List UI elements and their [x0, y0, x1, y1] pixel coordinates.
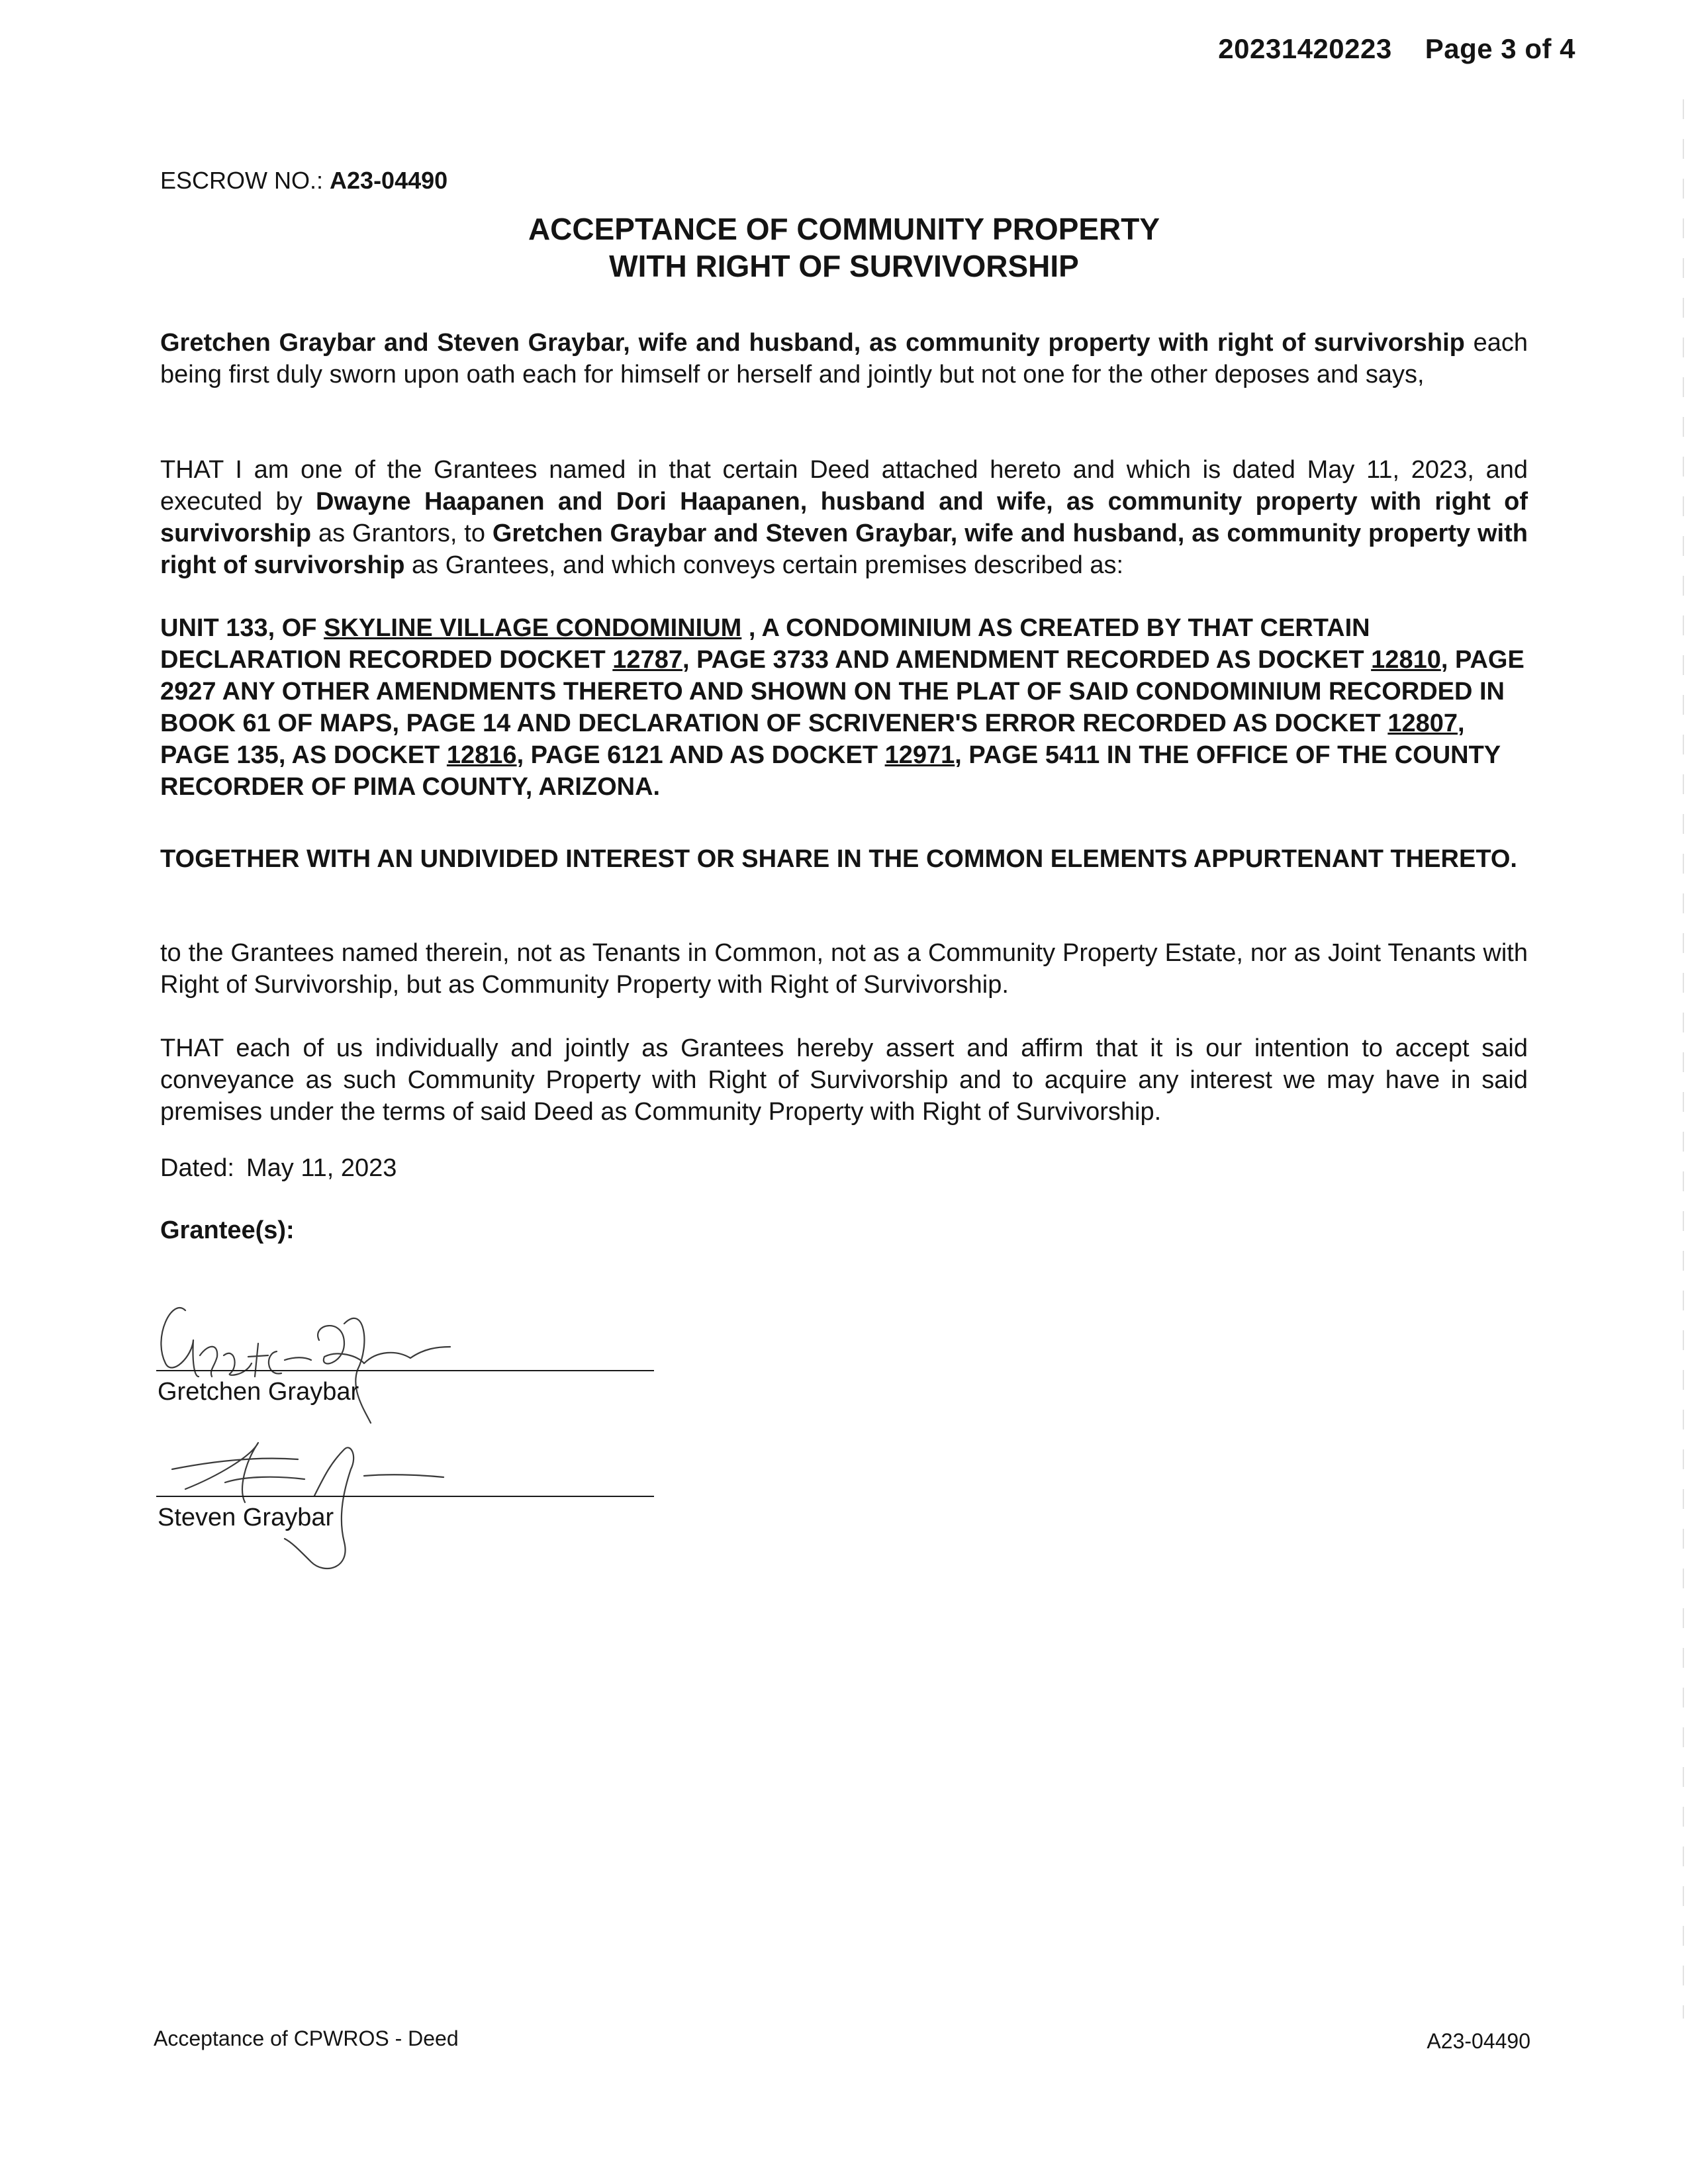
legal-seg-7: , PAGE 5411 IN THE OFFICE OF THE COUNTY RECORDER OF PIMA COUNTY, ARIZONA. — [160, 741, 1501, 801]
legal-seg-4: , PAGE 2927 ANY OTHER AMENDMENTS THERETO AND SHOWN ON THE PLAT OF SAID CONDOMINIUM RECORDED IN BOOK 61 OF MAPS, PAGE 14 AND DECLARATION OF SCRIVENER'S ERROR RECORDED AS DOCKET — [160, 646, 1524, 737]
dated-label: Dated: — [160, 1154, 234, 1182]
legal-description — [160, 612, 1528, 803]
escrow-line — [160, 167, 447, 195]
document-number: 20231420223 — [1218, 33, 1392, 64]
deed-text-3: as Grantees, and which conveys certain premises described as: — [404, 551, 1124, 579]
signature-line-1 — [156, 1370, 654, 1371]
legal-docket-4: 12816 — [446, 741, 517, 769]
legal-seg-1: UNIT 133, OF — [160, 614, 324, 642]
legal-condo-name: SKYLINE VILLAGE CONDOMINIUM — [324, 614, 742, 642]
together-clause: TOGETHER WITH AN UNDIVIDED INTEREST OR SHARE IN THE COMMON ELEMENTS APPURTENANT THERETO. — [160, 845, 1517, 873]
grantees-label: Grantee(s): — [160, 1216, 295, 1244]
grantees-bold: Gretchen Graybar and Steven Graybar, wife and husband, as community property with right of survivorship — [160, 520, 1528, 579]
escrow-number: A23-04490 — [330, 167, 448, 194]
document-title — [0, 210, 1688, 285]
escrow-label: ESCROW NO.: — [160, 167, 324, 194]
paragraph-tenancy: to the Grantees named therein, not as Tenants in Common, not as a Community Property Estate, nor as Joint Tenants with Right of Survivorship, but as Community Property with Right of Survivorship. — [160, 939, 1528, 999]
legal-docket-2: 12810 — [1371, 646, 1441, 674]
legal-seg-5: , PAGE 135, AS DOCKET — [160, 709, 1465, 769]
legal-docket-5: 12971 — [884, 741, 955, 769]
paragraph-deed-reference — [160, 454, 1528, 581]
dated-line — [160, 1154, 397, 1183]
footer-escrow-number: A23-04490 — [1427, 2029, 1530, 2053]
deponents-bold: Gretchen Graybar and Steven Graybar, wife and husband, as community property with right of survivorship — [160, 329, 1465, 357]
legal-docket-3: 12807 — [1387, 709, 1458, 737]
grantors-bold: Dwayne Haapanen and Dori Haapanen, husband and wife, as community property with right of survivorship — [160, 488, 1528, 547]
title-line-1: ACCEPTANCE OF COMMUNITY PROPERTY — [528, 212, 1160, 246]
footer-form-name: Acceptance of CPWROS - Deed — [154, 2026, 459, 2050]
paragraph-deponents — [160, 327, 1528, 390]
deed-text-1: THAT I am one of the Grantees named in that certain Deed attached hereto and which is dated May 11, 2023, and executed by — [160, 456, 1528, 516]
signatory-name-2: Steven Graybar — [158, 1504, 334, 1531]
signature-line-2 — [156, 1496, 654, 1497]
deponents-text: each being first duly sworn upon oath each for himself or herself and jointly but not one for the other deposes and says, — [160, 329, 1528, 388]
legal-seg-3: , PAGE 3733 AND AMENDMENT RECORDED AS DOCKET — [682, 646, 1372, 674]
legal-seg-6: , PAGE 6121 AND AS DOCKET — [516, 741, 885, 769]
scan-edge-artifact — [1683, 99, 1684, 2019]
page-label: Page 3 of 4 — [1425, 33, 1575, 64]
deed-text-2: as Grantors, to — [311, 520, 492, 547]
recording-header — [1218, 33, 1575, 65]
paragraph-affirmation: THAT each of us individually and jointly as Grantees hereby assert and affirm that it is our intention to accept said conveyance as such Community Property with Right of Survivorship and to acquire any interest we may have in said premises under the terms of said Deed as Community Property with Right of Survivorship. — [160, 1034, 1528, 1126]
signatory-name-1: Gretchen Graybar — [158, 1378, 359, 1406]
title-line-2: WITH RIGHT OF SURVIVORSHIP — [609, 249, 1079, 283]
signature-gretchen — [161, 1308, 450, 1377]
handwritten-signatures — [146, 1277, 556, 1582]
legal-seg-2: , A CONDOMINIUM AS CREATED BY THAT CERTAIN DECLARATION RECORDED DOCKET — [160, 614, 1370, 674]
dated-value: May 11, 2023 — [246, 1154, 397, 1182]
legal-docket-1: 12787 — [612, 646, 682, 674]
